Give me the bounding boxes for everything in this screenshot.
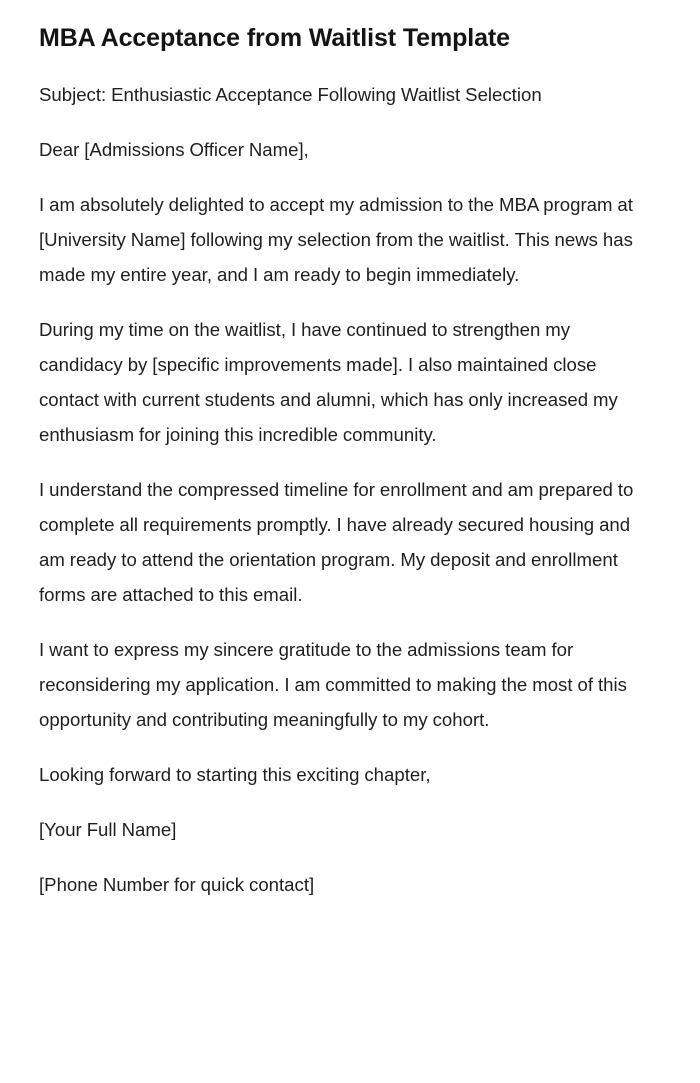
paragraph-gratitude: I want to express my sincere gratitude to the admissions team for reconsidering my application. I am committed to making the most of this opportunity and contributing meaningfully to my cohort. — [39, 639, 627, 730]
page-title: MBA Acceptance from Waitlist Template — [39, 24, 510, 52]
paragraph-signature-phone: [Phone Number for quick contact] — [39, 874, 315, 895]
paragraph-subject-line: Subject: Enthusiastic Acceptance Following Waitlist Selection — [39, 84, 542, 105]
paragraph-salutation: Dear [Admissions Officer Name], — [39, 139, 309, 160]
document-paragraphs — [39, 77, 640, 902]
paragraph-waitlist-candidacy: During my time on the waitlist, I have continued to strengthen my candidacy by [specific improvements made]. I also maintained close contact with current students and alumni, which has only increased my enthusiasm for joining this incredible community. — [39, 319, 618, 445]
paragraph-signature-name: [Your Full Name] — [39, 819, 177, 840]
paragraph-closing: Looking forward to starting this exciting chapter, — [39, 764, 431, 785]
paragraph-acceptance-statement: I am absolutely delighted to accept my admission to the MBA program at [University Name] following my selection from the waitlist. This news has made my entire year, and I am ready to begin immediately. — [39, 194, 633, 285]
paragraph-enrollment-timeline: I understand the compressed timeline for enrollment and am prepared to complete all requirements promptly. I have already secured housing and am ready to attend the orientation program. My deposit and enrollment forms are attached to this email. — [39, 479, 634, 605]
